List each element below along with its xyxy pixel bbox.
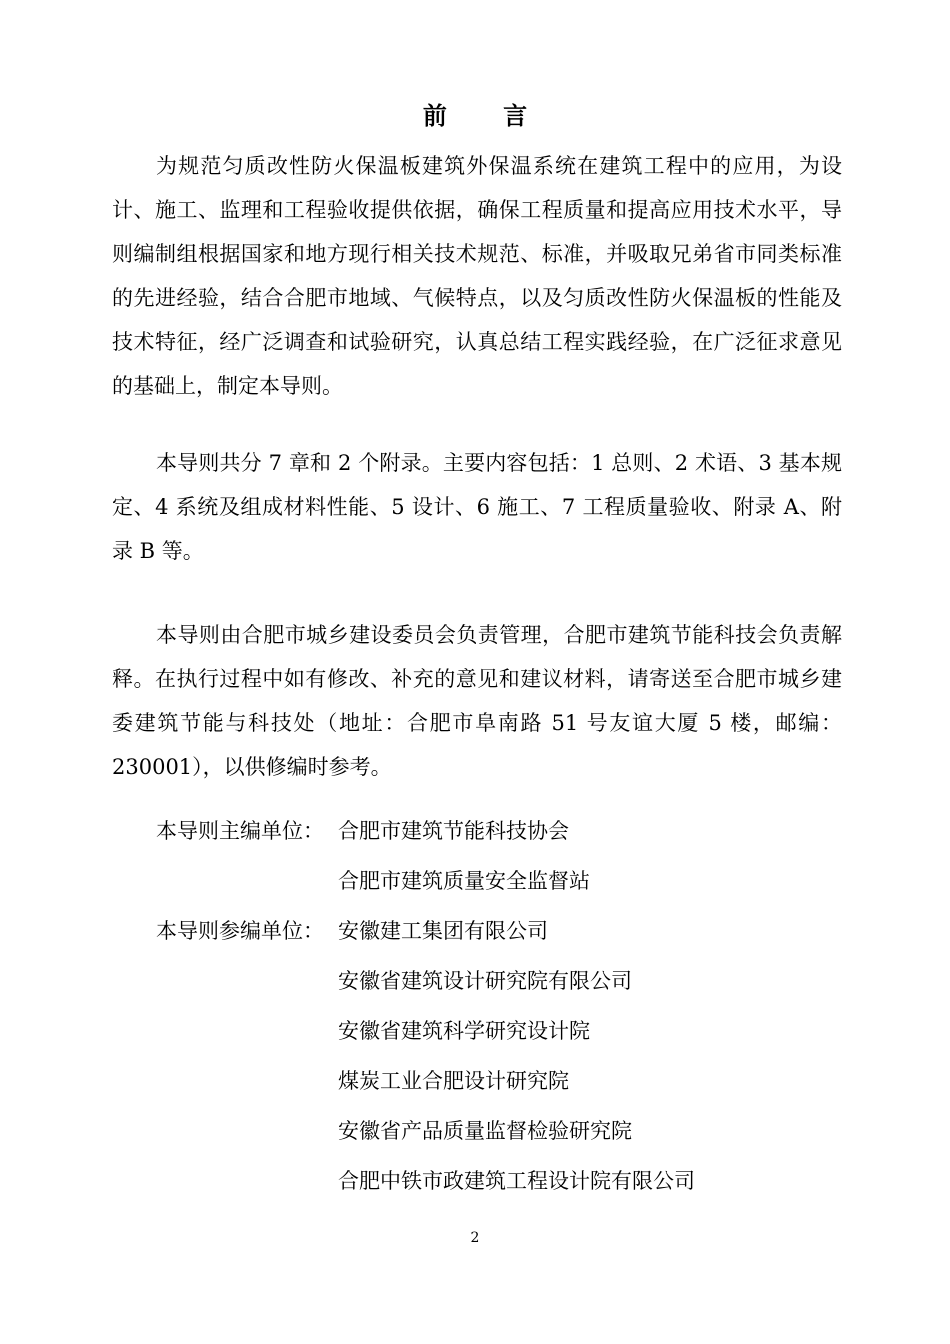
- participating-editor-label: 本导则参编单位：: [156, 919, 324, 943]
- chief-editor-unit: 合肥市建筑节能科技协会: [338, 819, 569, 843]
- participating-editor-unit: 安徽省产品质量监督检验研究院: [338, 1119, 632, 1143]
- contents-paragraph: 本导则共分 7 章和 2 个附录。主要内容包括：1 总则、2 术语、3 基本规定、4 系统及组成材料性能、5 设计、6 施工、7 工程质量验收、附录 A、附录 B 等。: [112, 451, 842, 563]
- participating-editor-unit: 安徽省建筑设计研究院有限公司: [338, 969, 632, 993]
- participating-editor-unit: 安徽建工集团有限公司: [338, 919, 548, 943]
- chief-editor-unit: 合肥市建筑质量安全监督站: [338, 869, 590, 893]
- participating-editor-unit: 安徽省建筑科学研究设计院: [338, 1019, 590, 1043]
- chief-editor-label: 本导则主编单位：: [156, 819, 324, 843]
- management-paragraph: 本导则由合肥市城乡建设委员会负责管理，合肥市建筑节能科技会负责解释。在执行过程中如有修改、补充的意见和建议材料，请寄送至合肥市城乡建委建筑节能与科技处（地址：合肥市阜南路 51 号友谊大厦 5 楼，邮编：230001），以供修编时参考。: [112, 623, 842, 779]
- participating-editor-unit: 煤炭工业合肥设计研究院: [338, 1069, 569, 1093]
- page-title: 前 言: [422, 101, 552, 130]
- intro-paragraph: 为规范匀质改性防火保温板建筑外保温系统在建筑工程中的应用，为设计、施工、监理和工程验收提供依据，确保工程质量和提高应用技术水平，导则编制组根据国家和地方现行相关技术规范、标准，并吸取兄弟省市同类标准的先进经验，结合合肥市地域、气候特点，以及匀质改性防火保温板的性能及技术特征，经广泛调查和试验研究，认真总结工程实践经验，在广泛征求意见的基础上，制定本导则。: [112, 154, 842, 398]
- page-number: 2: [470, 1230, 480, 1246]
- participating-editor-unit: 合肥中铁市政建筑工程设计院有限公司: [338, 1169, 695, 1193]
